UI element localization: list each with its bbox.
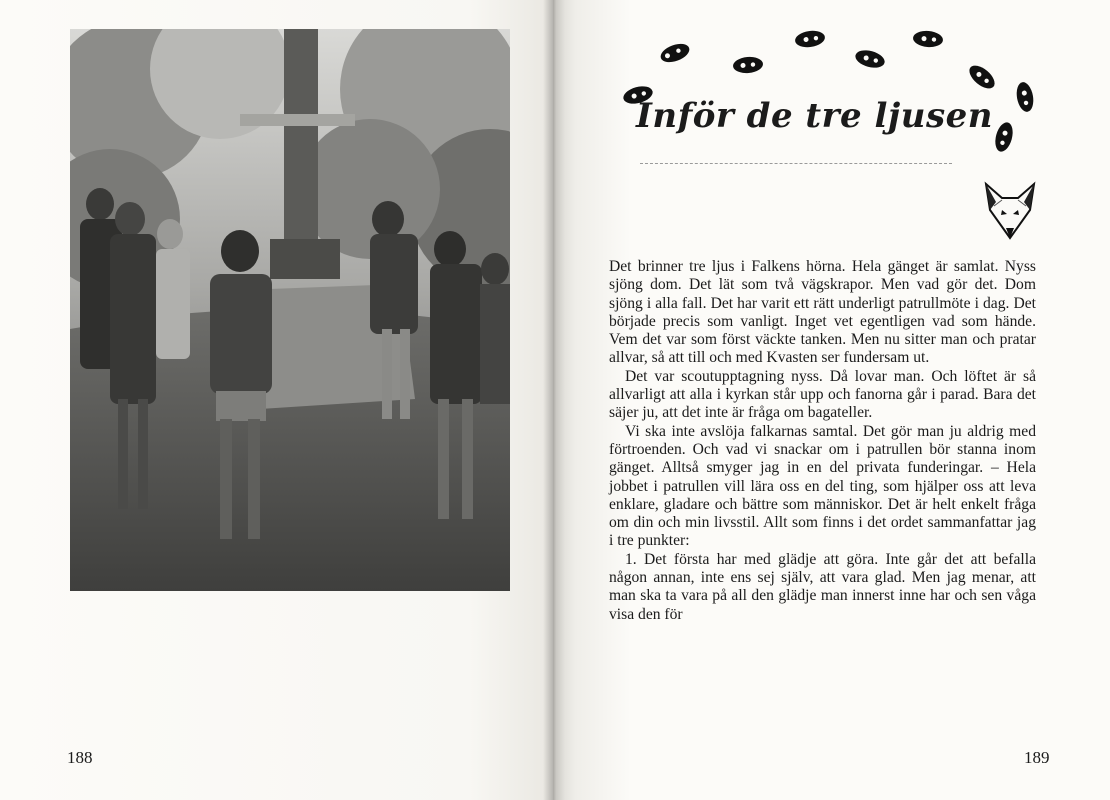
footprint-icon (1015, 81, 1036, 113)
scout-photo-illustration (70, 29, 510, 591)
paragraph: 1. Det första har med glädje att göra. Inte går det att befalla någon annan, inte ens sej själv, att vara glad. Men jag menar, att man ska ta vara på all den glädje man innerst inne har och sen våga visa den för (609, 550, 1036, 623)
paragraph: Vi ska inte avslöja falkarnas samtal. Det gör man ju aldrig med förtroenden. Och vad vi snackar om i patrullen bör stanna inom gänget. Alltså smyger jag in en del privata funderingar. – Hela jobbet i patrullen vill lära oss en del ting, som hjälper oss att leva enklare, gladare och bättre som människor. Det är helt enkelt fråga om din och min livsstil. Allt som finns i det ordet sammanfattar jag i tre punkter: (609, 422, 1036, 550)
footprint-trail (620, 25, 1060, 165)
footprint-icon (732, 56, 763, 75)
paragraph: Det brinner tre ljus i Falkens hörna. Hela gänget är samlat. Nyss sjöng dom. Det lät som två vägskrapor. Men vad gör det. Dom sjöng i alla fall. Det har varit ett rätt underligt patrullmöte i dag. Det började precis som vanligt. Inget vet egentligen vad som hände. Vem det var som först väckte tanken. Men nu sitter man och pratar allvar, så att till och med Kvasten ser fundersam ut. (609, 258, 1036, 367)
scout-photo (70, 29, 510, 591)
paragraph: Det var scoutupptagning nyss. Då lovar man. Och löftet är så allvarligt att alla i kyrkan står upp och fanorna går i parad. Bara det säjer ju, att det inte är fråga om bagateller. (609, 367, 1036, 422)
chapter-body (609, 258, 1036, 624)
fox-head-icon (980, 180, 1040, 242)
page-number-right: 189 (1024, 748, 1050, 767)
footprint-icon (658, 40, 692, 65)
chapter-title: Inför de tre ljusen (636, 96, 993, 136)
footprint-icon (992, 120, 1015, 153)
footprint-icon (912, 30, 943, 49)
page-number-left: 188 (67, 748, 93, 767)
left-page (0, 0, 553, 800)
footprint-icon (794, 29, 826, 49)
title-divider (640, 163, 952, 164)
footprint-icon (965, 61, 998, 93)
footprint-icon (853, 47, 886, 70)
